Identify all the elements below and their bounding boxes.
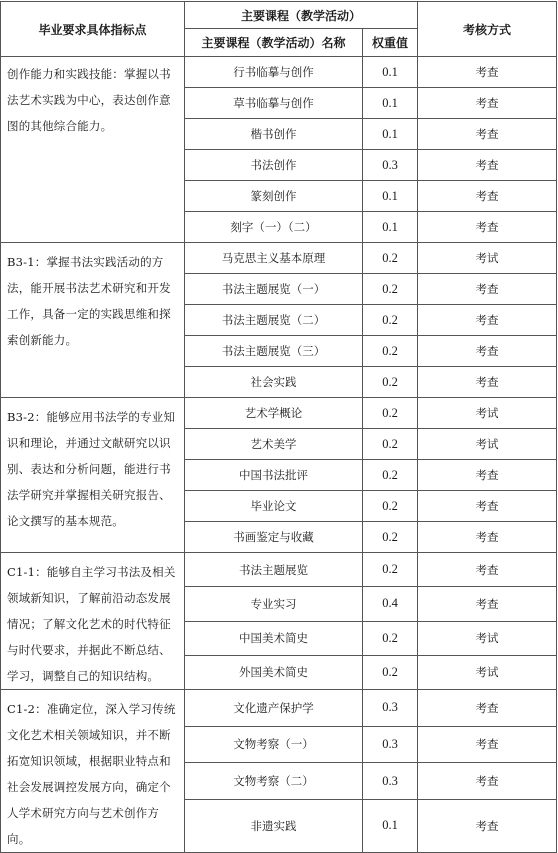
weight-cell: 0.2 [363,336,418,367]
assessment-cell: 考查 [418,274,557,305]
weight-cell: 0.2 [363,429,418,460]
assessment-cell: 考查 [418,305,557,336]
weight-cell: 0.3 [363,726,418,763]
course-name-cell: 书法主题展览（二） [185,305,363,336]
course-name-cell: 书法主题展览 [185,553,363,587]
weight-cell: 0.1 [363,88,418,119]
assessment-cell: 考查 [418,336,557,367]
requirement-cell: B3-1：掌握书法实践活动的方法，能开展书法艺术研究和开发工作，具备一定的实践思维和探索创新能力。 [1,243,185,398]
weight-cell: 0.1 [363,181,418,212]
course-name-cell: 草书临摹与创作 [185,88,363,119]
curriculum-matrix-table [0,1,557,853]
weight-cell: 0.2 [363,243,418,274]
table-row [1,690,557,727]
weight-cell: 0.2 [363,655,418,689]
weight-cell: 0.3 [363,690,418,727]
assessment-cell: 考试 [418,621,557,655]
table-row [1,243,557,274]
course-name-cell: 书法创作 [185,150,363,181]
requirement-cell: C1-2：准确定位，深入学习传统文化艺术相关领域知识，并不断拓宽知识领域，根据职业特点和社会发展调控发展方向，确定个人学术研究方向与艺术创作方向。 [1,690,185,853]
table-row [1,398,557,429]
course-name-cell: 非遗实践 [185,799,363,852]
weight-cell: 0.1 [363,799,418,852]
assessment-cell: 考查 [418,553,557,587]
header-assessment: 考核方式 [418,2,557,57]
assessment-cell: 考查 [418,181,557,212]
weight-cell: 0.1 [363,57,418,88]
assessment-cell: 考查 [418,763,557,800]
course-name-cell: 行书临摹与创作 [185,57,363,88]
requirement-cell: 创作能力和实践技能：掌握以书法艺术实践为中心，表达创作意图的其他综合能力。 [1,57,185,243]
requirement-cell: B3-2：能够应用书法学的专业知识和理论，并通过文献研究以识别、表达和分析问题，能进行书法学研究并掌握相关研究报告、论文撰写的基本规范。 [1,398,185,553]
course-name-cell: 艺术学概论 [185,398,363,429]
weight-cell: 0.2 [363,274,418,305]
course-name-cell: 马克思主义基本原理 [185,243,363,274]
course-name-cell: 中国书法批评 [185,460,363,491]
weight-cell: 0.2 [363,491,418,522]
course-name-cell: 外国美术简史 [185,655,363,689]
weight-cell: 0.2 [363,460,418,491]
assessment-cell: 考查 [418,212,557,243]
header-course-name: 主要课程（教学活动）名称 [185,29,363,57]
assessment-cell: 考查 [418,690,557,727]
assessment-cell: 考查 [418,726,557,763]
requirement-cell: C1-1：能够自主学习书法及相关领域新知识，了解前沿动态发展情况；了解文化艺术的时代特征与时代要求，并据此不断总结、学习，调整自己的知识结构。 [1,553,185,690]
assessment-cell: 考查 [418,799,557,852]
weight-cell: 0.1 [363,119,418,150]
weight-cell: 0.1 [363,212,418,243]
course-name-cell: 刻字（一）（二） [185,212,363,243]
weight-cell: 0.2 [363,621,418,655]
weight-cell: 0.2 [363,522,418,553]
assessment-cell: 考查 [418,367,557,398]
weight-cell: 0.2 [363,367,418,398]
course-name-cell: 书画鉴定与收藏 [185,522,363,553]
assessment-cell: 考试 [418,655,557,689]
course-name-cell: 专业实习 [185,587,363,621]
assessment-cell: 考试 [418,429,557,460]
header-requirement: 毕业要求具体指标点 [1,2,185,57]
weight-cell: 0.3 [363,763,418,800]
assessment-cell: 考查 [418,150,557,181]
course-name-cell: 文物考察（二） [185,763,363,800]
course-name-cell: 社会实践 [185,367,363,398]
table-row [1,57,557,88]
assessment-cell: 考查 [418,88,557,119]
weight-cell: 0.2 [363,398,418,429]
course-name-cell: 文物考察（一） [185,726,363,763]
assessment-cell: 考查 [418,522,557,553]
assessment-cell: 考查 [418,119,557,150]
assessment-cell: 考试 [418,398,557,429]
table-row [1,553,557,587]
course-name-cell: 楷书创作 [185,119,363,150]
course-name-cell: 中国美术简史 [185,621,363,655]
header-weight: 权重值 [363,29,418,57]
assessment-cell: 考查 [418,587,557,621]
weight-cell: 0.2 [363,305,418,336]
course-name-cell: 艺术美学 [185,429,363,460]
assessment-cell: 考查 [418,460,557,491]
assessment-cell: 考查 [418,57,557,88]
course-name-cell: 毕业论文 [185,491,363,522]
course-name-cell: 文化遗产保护学 [185,690,363,727]
weight-cell: 0.3 [363,150,418,181]
course-name-cell: 书法主题展览（三） [185,336,363,367]
header-course-group: 主要课程（教学活动） [185,2,418,29]
weight-cell: 0.2 [363,553,418,587]
table-body [1,57,557,853]
assessment-cell: 考试 [418,243,557,274]
assessment-cell: 考查 [418,491,557,522]
course-name-cell: 篆刻创作 [185,181,363,212]
weight-cell: 0.4 [363,587,418,621]
course-name-cell: 书法主题展览（一） [185,274,363,305]
